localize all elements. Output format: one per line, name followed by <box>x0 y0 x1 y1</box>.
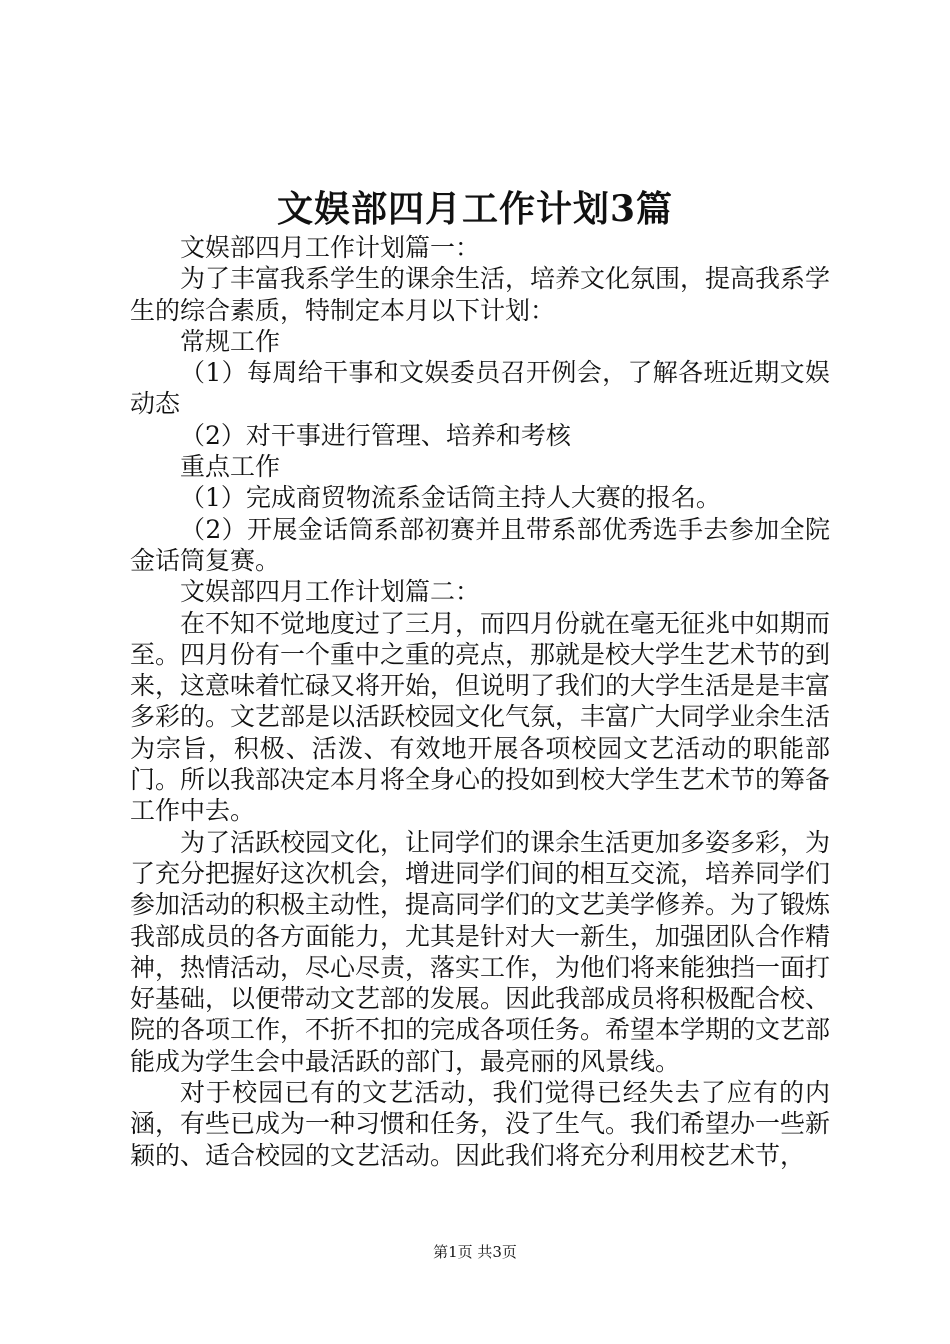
body-paragraph: 对于校园已有的文艺活动，我们觉得已经失去了应有的内涵，有些已成为一种习惯和任务，没了生气。我们希望办一些新颖的、适合校园的文艺活动。因此我们将充分利用校艺术节， <box>130 1078 831 1170</box>
body-paragraph: 在不知不觉地度过了三月，而四月份就在毫无征兆中如期而至。四月份有一个重中之重的亮点，那就是校大学生艺术节的到来，这意味着忙碌又将开始，但说明了我们的大学生活是是丰富多彩的。文艺部是以活跃校园文化气氛，丰富广大同学业余生活为宗旨，积极、活泼、有效地开展各项校园文艺活动的职能部门。所以我部决定本月将全身心的投如到校大学生艺术节的筹备工作中去。 <box>130 608 831 826</box>
section-heading-part-two: 文娱部四月工作计划篇二： <box>180 577 481 607</box>
list-item: （1）完成商贸物流系金话筒主持人大赛的报名。 <box>180 483 721 513</box>
subheading-routine-work: 常规工作 <box>180 326 281 356</box>
list-item: （2）对干事进行管理、培养和考核 <box>180 420 571 450</box>
list-item: （1）每周给干事和文娱委员召开例会，了解各班近期文娱动态 <box>130 358 830 419</box>
body-paragraph: 为了活跃校园文化，让同学们的课余生活更加多姿多彩，为了充分把握好这次机会，增进同学们间的相互交流，培养同学们参加活动的积极主动性，提高同学们的文艺美学修养。为了锻炼我部成员的各方面能力，尤其是针对大一新生，加强团队合作精神，热情活动，尽心尽责，落实工作，为他们将来能独挡一面打好基础，以便带动文艺部的发展。因此我部成员将积极配合校、院的各项工作，不折不扣的完成各项任务。希望本学期的文艺部能成为学生会中最活跃的部门，最亮丽的风景线。 <box>130 827 831 1076</box>
document-body <box>130 232 830 1171</box>
subheading-key-work: 重点工作 <box>180 452 281 482</box>
section-heading-part-one: 文娱部四月工作计划篇一： <box>180 233 481 262</box>
document-title: 文娱部四月工作计划3篇 <box>276 188 674 230</box>
list-item: （2）开展金话筒系部初赛并且带系部优秀选手去参加全院金话筒复赛。 <box>130 514 830 575</box>
intro-paragraph: 为了丰富我系学生的课余生活，培养文化氛围，提高我系学生的综合素质，特制定本月以下计划： <box>130 264 831 325</box>
page-number-footer: 第1页 共3页 <box>433 1243 517 1261</box>
